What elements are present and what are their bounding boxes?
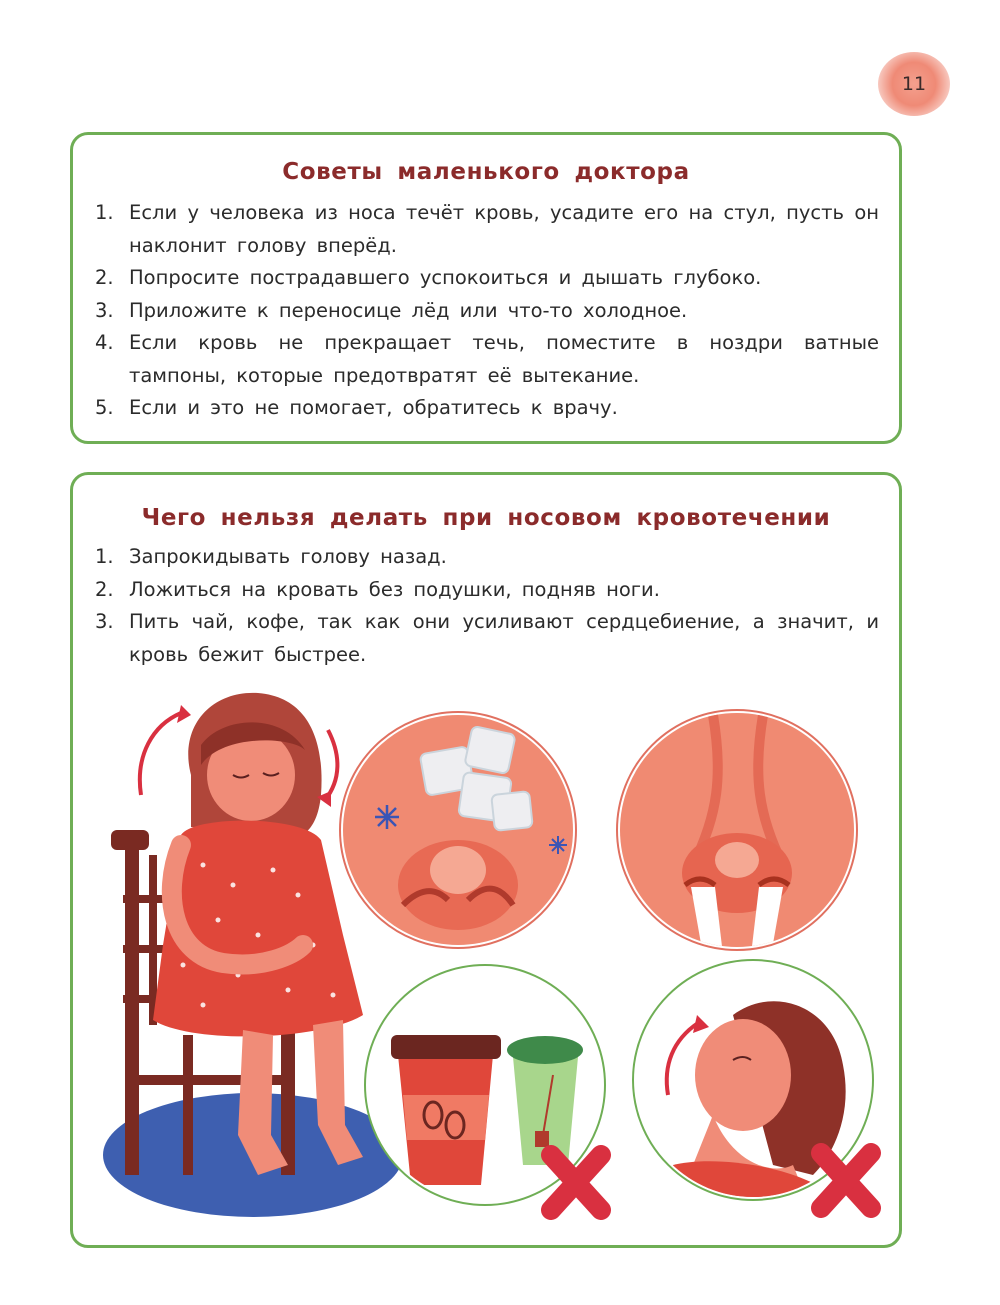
- nose-ice-illustration: [333, 705, 583, 955]
- list-item-number: 1.: [95, 545, 114, 568]
- list-item-text: Если у человека из носа течёт кровь, усадите его на стул, пусть он наклонит голову вперёд.: [129, 201, 879, 257]
- list-item: [95, 327, 879, 392]
- curved-arrow-icon: [140, 713, 181, 795]
- tips-title: Советы маленького доктора: [282, 159, 690, 185]
- list-item-number: 1.: [95, 201, 114, 224]
- tips-list: [95, 197, 879, 425]
- list-item-text: Пить чай, кофе, так как они усиливают сердцебиение, а значит, и кровь бежит быстрее.: [129, 610, 879, 666]
- nose-cotton-illustration: [613, 705, 863, 955]
- list-item-text: Приложите к переносице лёд или что-то холодное.: [129, 298, 688, 322]
- tips-box: [70, 132, 902, 444]
- list-item-text: Ложиться на кровать без подушки, подняв ноги.: [129, 577, 660, 601]
- list-item-text: Запрокидывать голову назад.: [129, 545, 447, 568]
- list-item-number: 3.: [95, 298, 114, 322]
- list-item-number: 3.: [95, 610, 114, 633]
- list-item-number: 5.: [95, 396, 114, 419]
- donts-title: Чего нельзя делать при носовом кровотечении: [141, 505, 831, 531]
- list-item: [95, 392, 879, 425]
- page-number: [878, 52, 950, 116]
- illustrations: [73, 475, 899, 1245]
- snowflake-icon: [375, 805, 399, 829]
- list-item-text: Попросите пострадавшего успокоиться и дышать глубоко.: [129, 266, 762, 289]
- list-item-text: Если кровь не прекращает течь, поместите в ноздри ватные тампоны, которые предотвратят её вытекание.: [129, 331, 879, 387]
- curved-arrow-icon: [325, 730, 337, 800]
- list-item: [95, 295, 879, 328]
- list-item-number: 2.: [95, 577, 114, 601]
- cross-mark-icon: [821, 1153, 871, 1208]
- coffee-tea-illustration: [365, 965, 605, 1210]
- list-item-number: 2.: [95, 266, 114, 289]
- list-item: [95, 262, 879, 295]
- page-number-text: 11: [901, 73, 927, 95]
- donts-box: [70, 472, 902, 1248]
- list-item-text: Если и это не помогает, обратитесь к врачу.: [129, 396, 618, 419]
- list-item-number: 4.: [95, 331, 114, 354]
- list-item: [95, 197, 879, 262]
- head-back-illustration: [633, 960, 873, 1235]
